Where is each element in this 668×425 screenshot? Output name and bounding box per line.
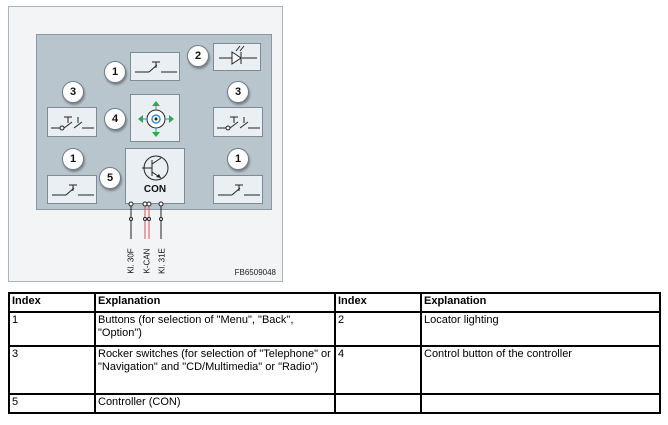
index-cell: 3 xyxy=(9,346,95,394)
table-row xyxy=(9,312,660,346)
connector-label-kl31e: Kl. 31E xyxy=(157,248,167,274)
index-badge: 3 xyxy=(62,81,84,103)
column-header-index: Index xyxy=(9,293,95,312)
index-cell: 5 xyxy=(9,394,95,413)
index-badge: 3 xyxy=(227,81,249,103)
index-cell: 1 xyxy=(9,312,95,346)
index-badge: 4 xyxy=(104,108,126,130)
explanation-cell: Control button of the controller xyxy=(421,346,660,394)
index-cell xyxy=(335,394,421,413)
explanation-cell: Locator lighting xyxy=(421,312,660,346)
index-badge: 1 xyxy=(104,61,126,83)
index-cell: 2 xyxy=(335,312,421,346)
column-header-explanation: Explanation xyxy=(421,293,660,312)
column-header-explanation: Explanation xyxy=(95,293,335,312)
figure-code: FB6509048 xyxy=(234,268,276,277)
explanation-cell xyxy=(421,394,660,413)
table-row xyxy=(9,394,660,413)
index-badge: 5 xyxy=(99,167,121,189)
index-badge: 1 xyxy=(62,148,84,170)
connector-label-kcan: K-CAN xyxy=(142,248,152,274)
index-cell: 4 xyxy=(335,346,421,394)
connector-wires xyxy=(9,7,284,283)
explanation-cell: Rocker switches (for selection of "Telephone" or "Navigation" and "CD/Multimedia" or "Radio") xyxy=(95,346,335,394)
explanation-cell: Buttons (for selection of "Menu", "Back", "Option") xyxy=(95,312,335,346)
index-badge: 2 xyxy=(187,45,209,67)
controller-label: CON xyxy=(143,184,167,195)
column-header-index: Index xyxy=(335,293,421,312)
table-header-row xyxy=(9,293,660,312)
index-badge: 1 xyxy=(227,148,249,170)
schematic-frame xyxy=(8,6,283,282)
connector-label-kl30f: Kl. 30F xyxy=(126,248,136,274)
explanation-cell: Controller (CON) xyxy=(95,394,335,413)
table-row xyxy=(9,346,660,394)
legend-table xyxy=(8,292,661,414)
